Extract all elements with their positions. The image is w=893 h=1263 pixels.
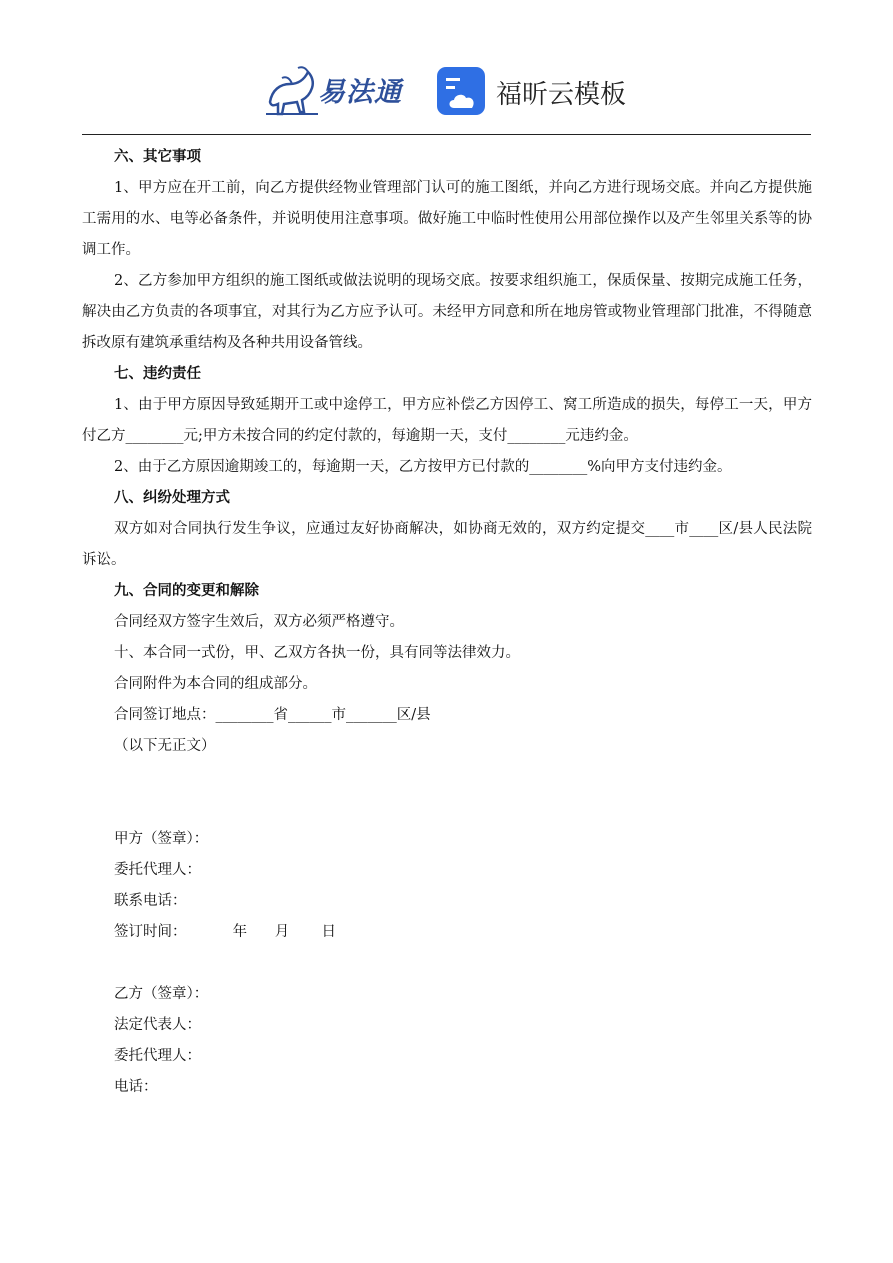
section-title-8: 八、纠纷处理方式: [114, 490, 230, 506]
foxit-template-logo: [436, 64, 636, 118]
yifatong-logo: [262, 62, 412, 118]
section-title-7: 七、违约责任: [114, 366, 201, 382]
clause-7-2: 2、由于乙方原因逾期竣工的，每逾期一天，乙方按甲方已付款的________%向甲方支付违约金。: [114, 459, 732, 475]
party-b-signature: 乙方（签章）：: [114, 986, 209, 1002]
party-a-phone: 联系电话：: [114, 893, 187, 909]
clause-6-1: 1、甲方应在开工前，向乙方提供经物业管理部门认可的施工图纸，并向乙方进行现场交底。并向乙方提供施工需用的水、电等必备条件，并说明使用注意事项。做好施工中临时性使用公用部位操作以及产生邻里关系等的协调工作。: [82, 180, 812, 258]
page-header: [0, 60, 893, 120]
clause-7-1: 1、由于甲方原因导致延期开工或中途停工，甲方应补偿乙方因停工、窝工所造成的损失，每停工一天，甲方付乙方________元;甲方未按合同的约定付款的，每逾期一天，支付________元违约金。: [82, 397, 812, 444]
contract-body: [82, 142, 812, 1103]
spacer: [82, 948, 812, 979]
party-b-phone: 电话：: [114, 1079, 158, 1095]
attachment-note: 合同附件为本合同的组成部分。: [114, 676, 317, 692]
section-title-6: 六、其它事项: [114, 149, 201, 165]
party-b-agent: 委托代理人：: [114, 1048, 201, 1064]
party-a-signature: 甲方（签章）：: [114, 831, 209, 847]
qilin-icon: [262, 62, 322, 118]
header-divider: [82, 134, 811, 135]
party-a-signing-time: 签订时间： 年 月 日: [114, 924, 337, 940]
spacer: [82, 762, 812, 824]
clause-6-2: 2、乙方参加甲方组织的施工图纸或做法说明的现场交底。按要求组织施工，保质保量、按期完成施工任务，解决由乙方负责的各项事宜，对其行为乙方应予认可。未经甲方同意和所在地房管或物业管理部门批准，不得随意拆改原有建筑承重结构及各种共用设备管线。: [82, 273, 812, 351]
clause-10-1: 十、本合同一式份，甲、乙双方各执一份，具有同等法律效力。: [114, 645, 520, 661]
yifatong-logo-text: 易法通: [318, 77, 402, 108]
clause-8-1: 双方如对合同执行发生争议，应通过友好协商解决，如协商无效的，双方约定提交____市____区/县人民法院诉讼。: [82, 521, 812, 568]
document-cloud-icon: [436, 66, 486, 116]
end-note: （以下无正文）: [114, 738, 216, 754]
party-b-legal-rep: 法定代表人：: [114, 1017, 201, 1033]
section-title-9: 九、合同的变更和解除: [114, 583, 259, 599]
foxit-template-logo-text: 福昕云模板: [496, 80, 627, 110]
signing-place: 合同签订地点：________省______市_______区/县: [114, 707, 431, 723]
clause-9-1: 合同经双方签字生效后，双方必须严格遵守。: [114, 614, 404, 630]
party-a-agent: 委托代理人：: [114, 862, 201, 878]
